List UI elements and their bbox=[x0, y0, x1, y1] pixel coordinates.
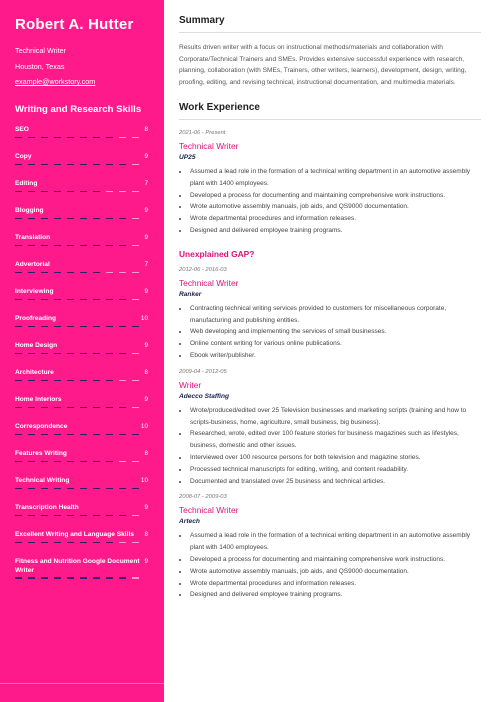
rating-segment bbox=[41, 245, 48, 247]
skill-level: 7 bbox=[144, 261, 148, 268]
rating-segment bbox=[119, 515, 126, 517]
rating-segment bbox=[67, 218, 74, 220]
rating-segment bbox=[15, 191, 22, 193]
rating-segment bbox=[80, 461, 87, 463]
rating-segment bbox=[67, 245, 74, 247]
skill-name: Fitness and Nutrition Google Document Writer bbox=[15, 558, 140, 574]
rating-segment bbox=[54, 515, 61, 517]
job-bullets bbox=[179, 166, 481, 237]
job-bullet: • Designed and delivered employee training programs. bbox=[189, 589, 481, 601]
rating-segment bbox=[80, 272, 87, 274]
job-title: Writer bbox=[179, 379, 202, 390]
rating-segment bbox=[93, 461, 100, 463]
summary-text: Results driven writer with a focus on instructional methods/materials and collaboration with Corporate/Technical Trainers and SMEs. Provides extensive successful experience with research, planning, collaboration (with SMEs, Trainers, other writers, learners), development, design, writing, proofing, editing, and revising technical, instructional documentation, and multimedia materials. bbox=[179, 44, 467, 86]
rating-segment bbox=[119, 542, 126, 544]
rating-segment bbox=[41, 542, 48, 544]
rating-segment bbox=[41, 488, 48, 490]
skills-list bbox=[15, 126, 150, 585]
skill-rating-bar bbox=[15, 577, 139, 579]
rating-segment bbox=[80, 245, 87, 247]
rating-segment bbox=[106, 164, 113, 166]
rating-segment bbox=[80, 488, 87, 490]
rating-segment bbox=[119, 326, 126, 328]
rating-segment bbox=[28, 353, 35, 355]
rating-segment bbox=[93, 407, 100, 409]
rating-segment bbox=[54, 272, 61, 274]
rating-segment bbox=[119, 218, 126, 220]
rating-segment bbox=[67, 542, 74, 544]
skill-level: 8 bbox=[144, 450, 148, 457]
rating-segment bbox=[15, 137, 22, 139]
rating-segment bbox=[132, 191, 139, 193]
skill-item bbox=[15, 234, 150, 261]
skill-level: 7 bbox=[144, 180, 148, 187]
job-bullet: • Documented and translated over 25 business and technical articles. bbox=[189, 476, 481, 488]
rating-segment bbox=[80, 515, 87, 517]
skill-level: 10 bbox=[140, 477, 148, 484]
skill-rating-bar bbox=[15, 137, 139, 139]
rating-segment bbox=[15, 515, 22, 517]
rating-segment bbox=[132, 542, 139, 544]
rating-segment bbox=[67, 461, 74, 463]
rating-segment bbox=[67, 164, 74, 166]
rating-segment bbox=[41, 407, 48, 409]
skill-level: 9 bbox=[144, 504, 148, 511]
skill-item bbox=[15, 315, 150, 342]
job-entry bbox=[179, 266, 481, 362]
skill-item bbox=[15, 477, 150, 504]
skill-level: 8 bbox=[144, 126, 148, 133]
rating-segment bbox=[106, 461, 113, 463]
skill-rating-bar bbox=[15, 515, 139, 517]
job-bullet: • Wrote automotive assembly manuals, job aids, and QS9000 documentation. bbox=[189, 566, 481, 578]
job-title-label: Technical Writer bbox=[15, 46, 66, 55]
job-bullet: • Processed technical manuscripts for editing, writing, and content readability. bbox=[189, 464, 481, 476]
skill-level: 9 bbox=[144, 234, 148, 241]
rating-segment bbox=[132, 488, 139, 490]
rating-segment bbox=[15, 488, 22, 490]
rating-segment bbox=[28, 326, 35, 328]
rating-segment bbox=[28, 407, 35, 409]
skill-item bbox=[15, 423, 150, 450]
summary-heading: Summary bbox=[179, 14, 481, 33]
sidebar bbox=[0, 0, 164, 702]
rating-segment bbox=[80, 353, 87, 355]
rating-segment bbox=[119, 164, 126, 166]
skill-rating-bar bbox=[15, 407, 139, 409]
rating-segment bbox=[106, 407, 113, 409]
rating-segment bbox=[15, 461, 22, 463]
skill-name: Copy bbox=[15, 153, 32, 160]
skill-rating-bar bbox=[15, 164, 139, 166]
rating-segment bbox=[119, 434, 126, 436]
rating-segment bbox=[80, 164, 87, 166]
skill-item bbox=[15, 558, 150, 585]
company-name: Adecco Staffing bbox=[179, 392, 230, 400]
email-link[interactable]: example@workstory.com bbox=[15, 77, 96, 86]
rating-segment bbox=[15, 218, 22, 220]
rating-segment bbox=[119, 137, 126, 139]
rating-segment bbox=[41, 353, 48, 355]
rating-segment bbox=[67, 577, 74, 579]
rating-segment bbox=[132, 137, 139, 139]
rating-segment bbox=[67, 137, 74, 139]
rating-segment bbox=[132, 164, 139, 166]
rating-segment bbox=[106, 245, 113, 247]
rating-segment bbox=[80, 434, 87, 436]
rating-segment bbox=[93, 191, 100, 193]
rating-segment bbox=[119, 461, 126, 463]
rating-segment bbox=[106, 191, 113, 193]
rating-segment bbox=[119, 353, 126, 355]
rating-segment bbox=[15, 542, 22, 544]
rating-segment bbox=[93, 164, 100, 166]
rating-segment bbox=[54, 542, 61, 544]
skill-level: 9 bbox=[144, 207, 148, 214]
rating-segment bbox=[28, 488, 35, 490]
rating-segment bbox=[80, 299, 87, 301]
job-entry bbox=[179, 368, 481, 488]
skill-name: Home Design bbox=[15, 342, 58, 349]
rating-segment bbox=[67, 353, 74, 355]
rating-segment bbox=[80, 380, 87, 382]
rating-segment bbox=[54, 191, 61, 193]
rating-segment bbox=[106, 434, 113, 436]
rating-segment bbox=[93, 577, 100, 579]
skill-name: Blogging bbox=[15, 207, 44, 214]
company-name: Artech bbox=[179, 518, 200, 526]
rating-segment bbox=[28, 577, 35, 579]
skill-name: Proofreading bbox=[15, 315, 57, 322]
rating-segment bbox=[67, 299, 74, 301]
skill-item bbox=[15, 153, 150, 180]
skill-name: Architecture bbox=[15, 369, 54, 376]
rating-segment bbox=[54, 299, 61, 301]
rating-segment bbox=[28, 515, 35, 517]
skill-level: 10 bbox=[140, 315, 148, 322]
rating-segment bbox=[93, 488, 100, 490]
company-name: UP25 bbox=[179, 154, 196, 161]
job-dates: 2009-04 - 2012-05 bbox=[179, 368, 227, 375]
job-dates: 2008-07 - 2009-03 bbox=[179, 494, 227, 501]
rating-segment bbox=[132, 515, 139, 517]
job-bullet: • Assumed a lead role in the formation of a technical writing department in an automotive assembly plant with 1400 employees. bbox=[189, 530, 481, 554]
job-dates: 2012-06 - 2016-03 bbox=[179, 266, 227, 273]
rating-segment bbox=[106, 299, 113, 301]
rating-segment bbox=[106, 577, 113, 579]
rating-segment bbox=[119, 191, 126, 193]
skill-rating-bar bbox=[15, 191, 139, 193]
rating-segment bbox=[15, 577, 22, 579]
rating-segment bbox=[80, 577, 87, 579]
rating-segment bbox=[132, 434, 139, 436]
skill-item bbox=[15, 288, 150, 315]
skill-item bbox=[15, 180, 150, 207]
skill-rating-bar bbox=[15, 218, 139, 220]
rating-segment bbox=[54, 245, 61, 247]
rating-segment bbox=[132, 461, 139, 463]
rating-segment bbox=[93, 353, 100, 355]
job-bullets bbox=[179, 303, 481, 362]
rating-segment bbox=[119, 577, 126, 579]
rating-segment bbox=[28, 137, 35, 139]
rating-segment bbox=[41, 164, 48, 166]
rating-segment bbox=[15, 272, 22, 274]
skill-item bbox=[15, 369, 150, 396]
rating-segment bbox=[132, 577, 139, 579]
rating-segment bbox=[28, 434, 35, 436]
job-bullet: • Wrote/produced/edited over 25 Television businesses and marketing scripts (training and how to scripts-business, home, agriculture, small business, big business). bbox=[189, 405, 481, 429]
candidate-name: Robert A. Hutter bbox=[15, 16, 134, 33]
skill-name: Technical Writing bbox=[15, 477, 70, 484]
job-bullet: • Developed a process for documenting and maintaining comprehensive work instructions. bbox=[189, 554, 481, 566]
rating-segment bbox=[41, 137, 48, 139]
rating-segment bbox=[80, 191, 87, 193]
rating-segment bbox=[67, 488, 74, 490]
skill-name: Translation bbox=[15, 234, 51, 241]
skill-level: 9 bbox=[144, 396, 148, 403]
rating-segment bbox=[119, 488, 126, 490]
rating-segment bbox=[28, 380, 35, 382]
skill-name: Features Writing bbox=[15, 450, 67, 457]
skill-name: Excellent Writing and Language Skills bbox=[15, 531, 134, 538]
job-bullet: • Developed a process for documenting and maintaining comprehensive work instructions. bbox=[189, 190, 481, 202]
rating-segment bbox=[132, 407, 139, 409]
rating-segment bbox=[132, 380, 139, 382]
rating-segment bbox=[93, 380, 100, 382]
job-bullets bbox=[179, 530, 481, 601]
rating-segment bbox=[67, 515, 74, 517]
jobs-list bbox=[179, 129, 481, 601]
rating-segment bbox=[106, 380, 113, 382]
rating-segment bbox=[41, 299, 48, 301]
rating-segment bbox=[54, 137, 61, 139]
job-entry bbox=[179, 129, 481, 237]
rating-segment bbox=[132, 326, 139, 328]
skill-item bbox=[15, 342, 150, 369]
rating-segment bbox=[41, 577, 48, 579]
skill-name: Editing bbox=[15, 180, 38, 187]
rating-segment bbox=[93, 434, 100, 436]
rating-segment bbox=[54, 380, 61, 382]
rating-segment bbox=[15, 434, 22, 436]
rating-segment bbox=[80, 218, 87, 220]
skills-heading: Writing and Research Skills bbox=[15, 104, 142, 115]
job-bullet: • Researched, wrote, edited over 100 feature stories for business magazines such as lifestyles, business, domestic and other issues. bbox=[189, 428, 481, 452]
rating-segment bbox=[15, 380, 22, 382]
rating-segment bbox=[41, 515, 48, 517]
skill-rating-bar bbox=[15, 245, 139, 247]
skill-item bbox=[15, 450, 150, 477]
rating-segment bbox=[41, 272, 48, 274]
job-bullet: • Wrote departmental procedures and information releases. bbox=[189, 578, 481, 590]
rating-segment bbox=[80, 542, 87, 544]
rating-segment bbox=[132, 272, 139, 274]
rating-segment bbox=[15, 164, 22, 166]
skill-rating-bar bbox=[15, 380, 139, 382]
rating-segment bbox=[15, 299, 22, 301]
rating-segment bbox=[106, 272, 113, 274]
rating-segment bbox=[93, 245, 100, 247]
rating-segment bbox=[28, 542, 35, 544]
rating-segment bbox=[93, 326, 100, 328]
rating-segment bbox=[106, 218, 113, 220]
skill-item bbox=[15, 126, 150, 153]
skill-rating-bar bbox=[15, 461, 139, 463]
rating-segment bbox=[119, 245, 126, 247]
rating-segment bbox=[119, 380, 126, 382]
job-title: Technical Writer bbox=[179, 505, 239, 516]
rating-segment bbox=[54, 434, 61, 436]
rating-segment bbox=[54, 218, 61, 220]
rating-segment bbox=[132, 245, 139, 247]
rating-segment bbox=[54, 461, 61, 463]
skill-item bbox=[15, 207, 150, 234]
skill-level: 10 bbox=[140, 423, 148, 430]
rating-segment bbox=[93, 542, 100, 544]
rating-segment bbox=[54, 164, 61, 166]
rating-segment bbox=[106, 488, 113, 490]
job-bullet: • Online content writing for various online publications. bbox=[189, 338, 481, 350]
job-bullet: • Contracting technical writing services provided to customers for miscellaneous corporate, manufacturing and publishing entities. bbox=[189, 303, 481, 327]
skill-name: Interviewing bbox=[15, 288, 54, 295]
rating-segment bbox=[15, 353, 22, 355]
rating-segment bbox=[119, 299, 126, 301]
skill-level: 9 bbox=[144, 558, 148, 565]
rating-segment bbox=[28, 191, 35, 193]
skill-level: 8 bbox=[144, 369, 148, 376]
skill-item bbox=[15, 396, 150, 423]
skill-rating-bar bbox=[15, 299, 139, 301]
rating-segment bbox=[67, 191, 74, 193]
job-bullets bbox=[179, 405, 481, 488]
job-entry bbox=[179, 493, 481, 601]
rating-segment bbox=[106, 542, 113, 544]
job-bullet: • Web developing and implementing the services of small businesses. bbox=[189, 326, 481, 338]
rating-segment bbox=[41, 218, 48, 220]
rating-segment bbox=[67, 272, 74, 274]
rating-segment bbox=[67, 380, 74, 382]
rating-segment bbox=[132, 353, 139, 355]
rating-segment bbox=[41, 461, 48, 463]
rating-segment bbox=[28, 218, 35, 220]
skill-rating-bar bbox=[15, 488, 139, 490]
rating-segment bbox=[28, 164, 35, 166]
skill-name: Transcription Health bbox=[15, 504, 79, 511]
rating-segment bbox=[93, 272, 100, 274]
rating-segment bbox=[119, 272, 126, 274]
skill-name: SEO bbox=[15, 126, 29, 133]
job-bullet: • Ebook writer/publisher. bbox=[189, 350, 481, 362]
location: Houston, Texas bbox=[15, 61, 65, 71]
rating-segment bbox=[54, 407, 61, 409]
rating-segment bbox=[67, 326, 74, 328]
rating-segment bbox=[93, 137, 100, 139]
skill-name: Home Interiors bbox=[15, 396, 62, 403]
rating-segment bbox=[28, 245, 35, 247]
rating-segment bbox=[93, 218, 100, 220]
rating-segment bbox=[80, 407, 87, 409]
rating-segment bbox=[132, 299, 139, 301]
rating-segment bbox=[106, 353, 113, 355]
skill-rating-bar bbox=[15, 326, 139, 328]
rating-segment bbox=[132, 218, 139, 220]
rating-segment bbox=[41, 326, 48, 328]
rating-segment bbox=[15, 245, 22, 247]
skill-item bbox=[15, 504, 150, 531]
rating-segment bbox=[67, 407, 74, 409]
rating-segment bbox=[106, 326, 113, 328]
employment-gap-note: Unexplained GAP? bbox=[179, 248, 255, 259]
job-dates: 2021-06 - Present bbox=[179, 130, 226, 136]
experience-heading: Work Experience bbox=[179, 101, 481, 120]
rating-segment bbox=[106, 515, 113, 517]
rating-segment bbox=[15, 326, 22, 328]
rating-segment bbox=[54, 326, 61, 328]
rating-segment bbox=[54, 577, 61, 579]
rating-segment bbox=[15, 407, 22, 409]
skill-rating-bar bbox=[15, 434, 139, 436]
skill-rating-bar bbox=[15, 353, 139, 355]
job-bullet: • Interviewed over 100 resource persons for both television and magazine stories. bbox=[189, 452, 481, 464]
skill-item bbox=[15, 531, 150, 558]
skill-item bbox=[15, 261, 150, 288]
skill-rating-bar bbox=[15, 542, 139, 544]
rating-segment bbox=[41, 191, 48, 193]
rating-segment bbox=[41, 380, 48, 382]
job-bullet: • Designed and delivered employee training programs. bbox=[189, 225, 481, 237]
skill-rating-bar bbox=[15, 272, 139, 274]
job-title: Technical Writer bbox=[179, 141, 239, 151]
job-bullet: • Wrote automotive assembly manuals, job aids, and QS9000 documentation. bbox=[189, 201, 481, 213]
rating-segment bbox=[28, 299, 35, 301]
main-content bbox=[179, 14, 481, 601]
rating-segment bbox=[28, 272, 35, 274]
rating-segment bbox=[119, 407, 126, 409]
skill-level: 9 bbox=[144, 342, 148, 349]
skill-level: 9 bbox=[144, 288, 148, 295]
rating-segment bbox=[41, 434, 48, 436]
job-bullet: • Wrote departmental procedures and information releases. bbox=[189, 213, 481, 225]
skill-level: 8 bbox=[144, 531, 148, 538]
company-name: Ranker bbox=[179, 290, 202, 298]
job-title: Technical Writer bbox=[179, 277, 239, 288]
rating-segment bbox=[28, 461, 35, 463]
rating-segment bbox=[106, 137, 113, 139]
job-bullet: • Assumed a lead role in the formation of a technical writing department in an automotive assembly plant with 1400 employees. bbox=[189, 166, 481, 190]
rating-segment bbox=[67, 434, 74, 436]
rating-segment bbox=[80, 326, 87, 328]
skill-name: Correspondence bbox=[15, 423, 68, 430]
skill-level: 9 bbox=[144, 153, 148, 160]
rating-segment bbox=[93, 299, 100, 301]
skill-name: Advertorial bbox=[15, 261, 50, 268]
rating-segment bbox=[80, 137, 87, 139]
rating-segment bbox=[93, 515, 100, 517]
rating-segment bbox=[54, 353, 61, 355]
rating-segment bbox=[54, 488, 61, 490]
